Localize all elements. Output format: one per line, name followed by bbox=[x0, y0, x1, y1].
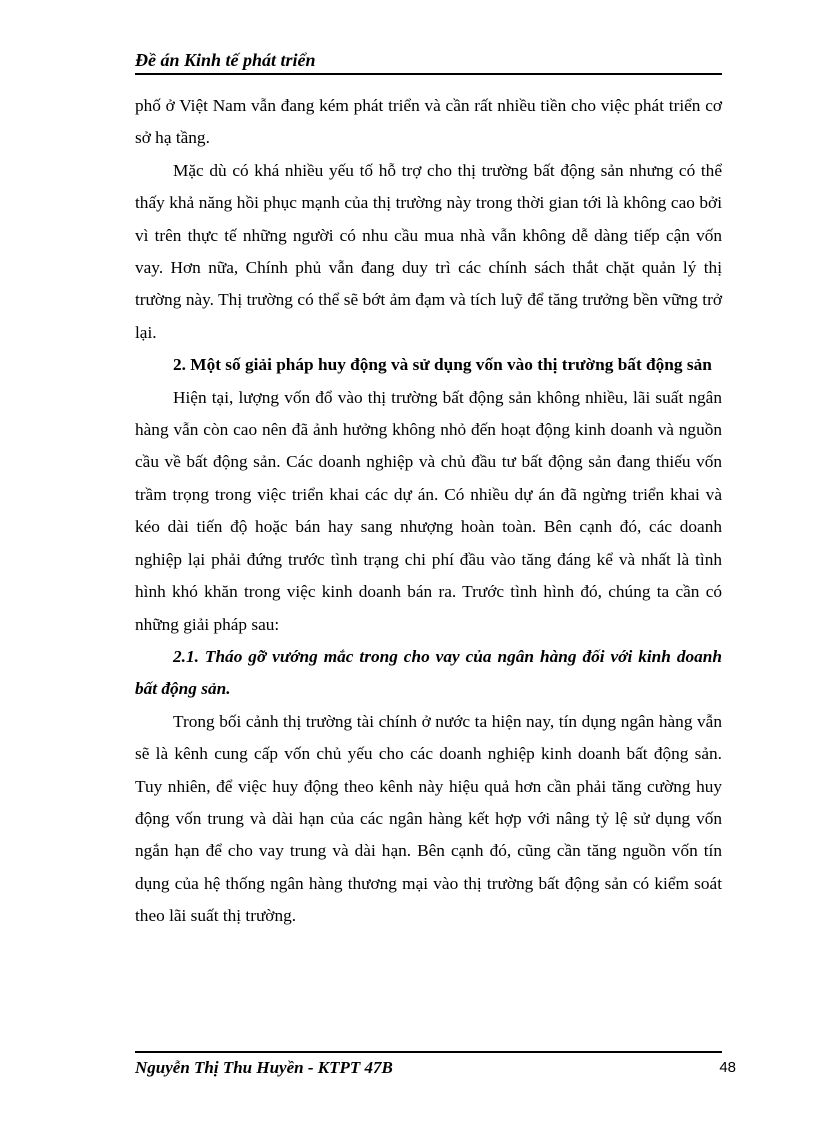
paragraph-current-situation: Hiện tại, lượng vốn đổ vào thị trường bất động sản không nhiều, lãi suất ngân hàng vẫn còn cao nên đã ảnh hưởng không nhỏ đến hoạt động kinh doanh và nguồn cầu về bất động sản. Các doanh nghiệp và chủ đầu tư bất động sản đang thiếu vốn trầm trọng trong việc triển khai các dự án. Có nhiều dự án đã ngừng triển khai và kéo dài tiến độ hoặc bán hay sang nhượng hoàn toàn. Bên cạnh đó, các doanh nghiệp lại phải đứng trước tình trạng chi phí đầu vào tăng đáng kể và nhất là tình hình khó khăn trong việc kinh doanh bán ra. Trước tình hình đó, chúng ta cần có những giải pháp sau: bbox=[135, 387, 722, 634]
paragraph-continuation: phố ở Việt Nam vẫn đang kém phát triển và cần rất nhiều tiền cho việc phát triển cơ sở hạ tầng. bbox=[135, 96, 722, 148]
paragraph-market-outlook: Mặc dù có khá nhiều yếu tố hỗ trợ cho thị trường bất động sản nhưng có thể thấy khả năng hồi phục mạnh của thị trường này trong thời gian tới là không cao bởi vì trên thực tế những người có nhu cầu mua nhà vẫn không dễ dàng tiếp cận vốn vay. Hơn nữa, Chính phủ vẫn đang duy trì các chính sách thắt chặt quản lý thị trường này. Thị trường có thể sẽ bớt ảm đạm và tích luỹ để tăng trưởng bền vững trở lại. bbox=[135, 160, 722, 342]
header-rule bbox=[135, 73, 722, 75]
footer-author: Nguyễn Thị Thu Huyền - KTPT 47B bbox=[135, 1058, 393, 1077]
document-body bbox=[135, 90, 722, 933]
page-number: 48 bbox=[719, 1059, 736, 1076]
header-title: Đề án Kinh tế phát triển bbox=[135, 50, 316, 70]
paragraph-bank-credit: Trong bối cảnh thị trường tài chính ở nước ta hiện nay, tín dụng ngân hàng vẫn sẽ là kênh cung cấp vốn chủ yếu cho các doanh nghiệp kinh doanh bất động sản. Tuy nhiên, để việc huy động theo kênh này hiệu quả hơn cần phải tăng cường huy động vốn trung và dài hạn của các ngân hàng kết hợp với nâng tỷ lệ sử dụng vốn ngắn hạn để cho vay trung và dài hạn. Bên cạnh đó, cũng cần tăng nguồn vốn tín dụng của hệ thống ngân hàng thương mại vào thị trường bất động sản có kiểm soát theo lãi suất thị trường. bbox=[135, 711, 722, 926]
subsection-heading-2-1: 2.1. Tháo gỡ vướng mắc trong cho vay của ngân hàng đối với kinh doanh bất động sản. bbox=[135, 646, 722, 699]
footer-rule bbox=[135, 1051, 722, 1053]
section-heading-2: 2. Một số giải pháp huy động và sử dụng vốn vào thị trường bất động sản bbox=[173, 355, 712, 375]
